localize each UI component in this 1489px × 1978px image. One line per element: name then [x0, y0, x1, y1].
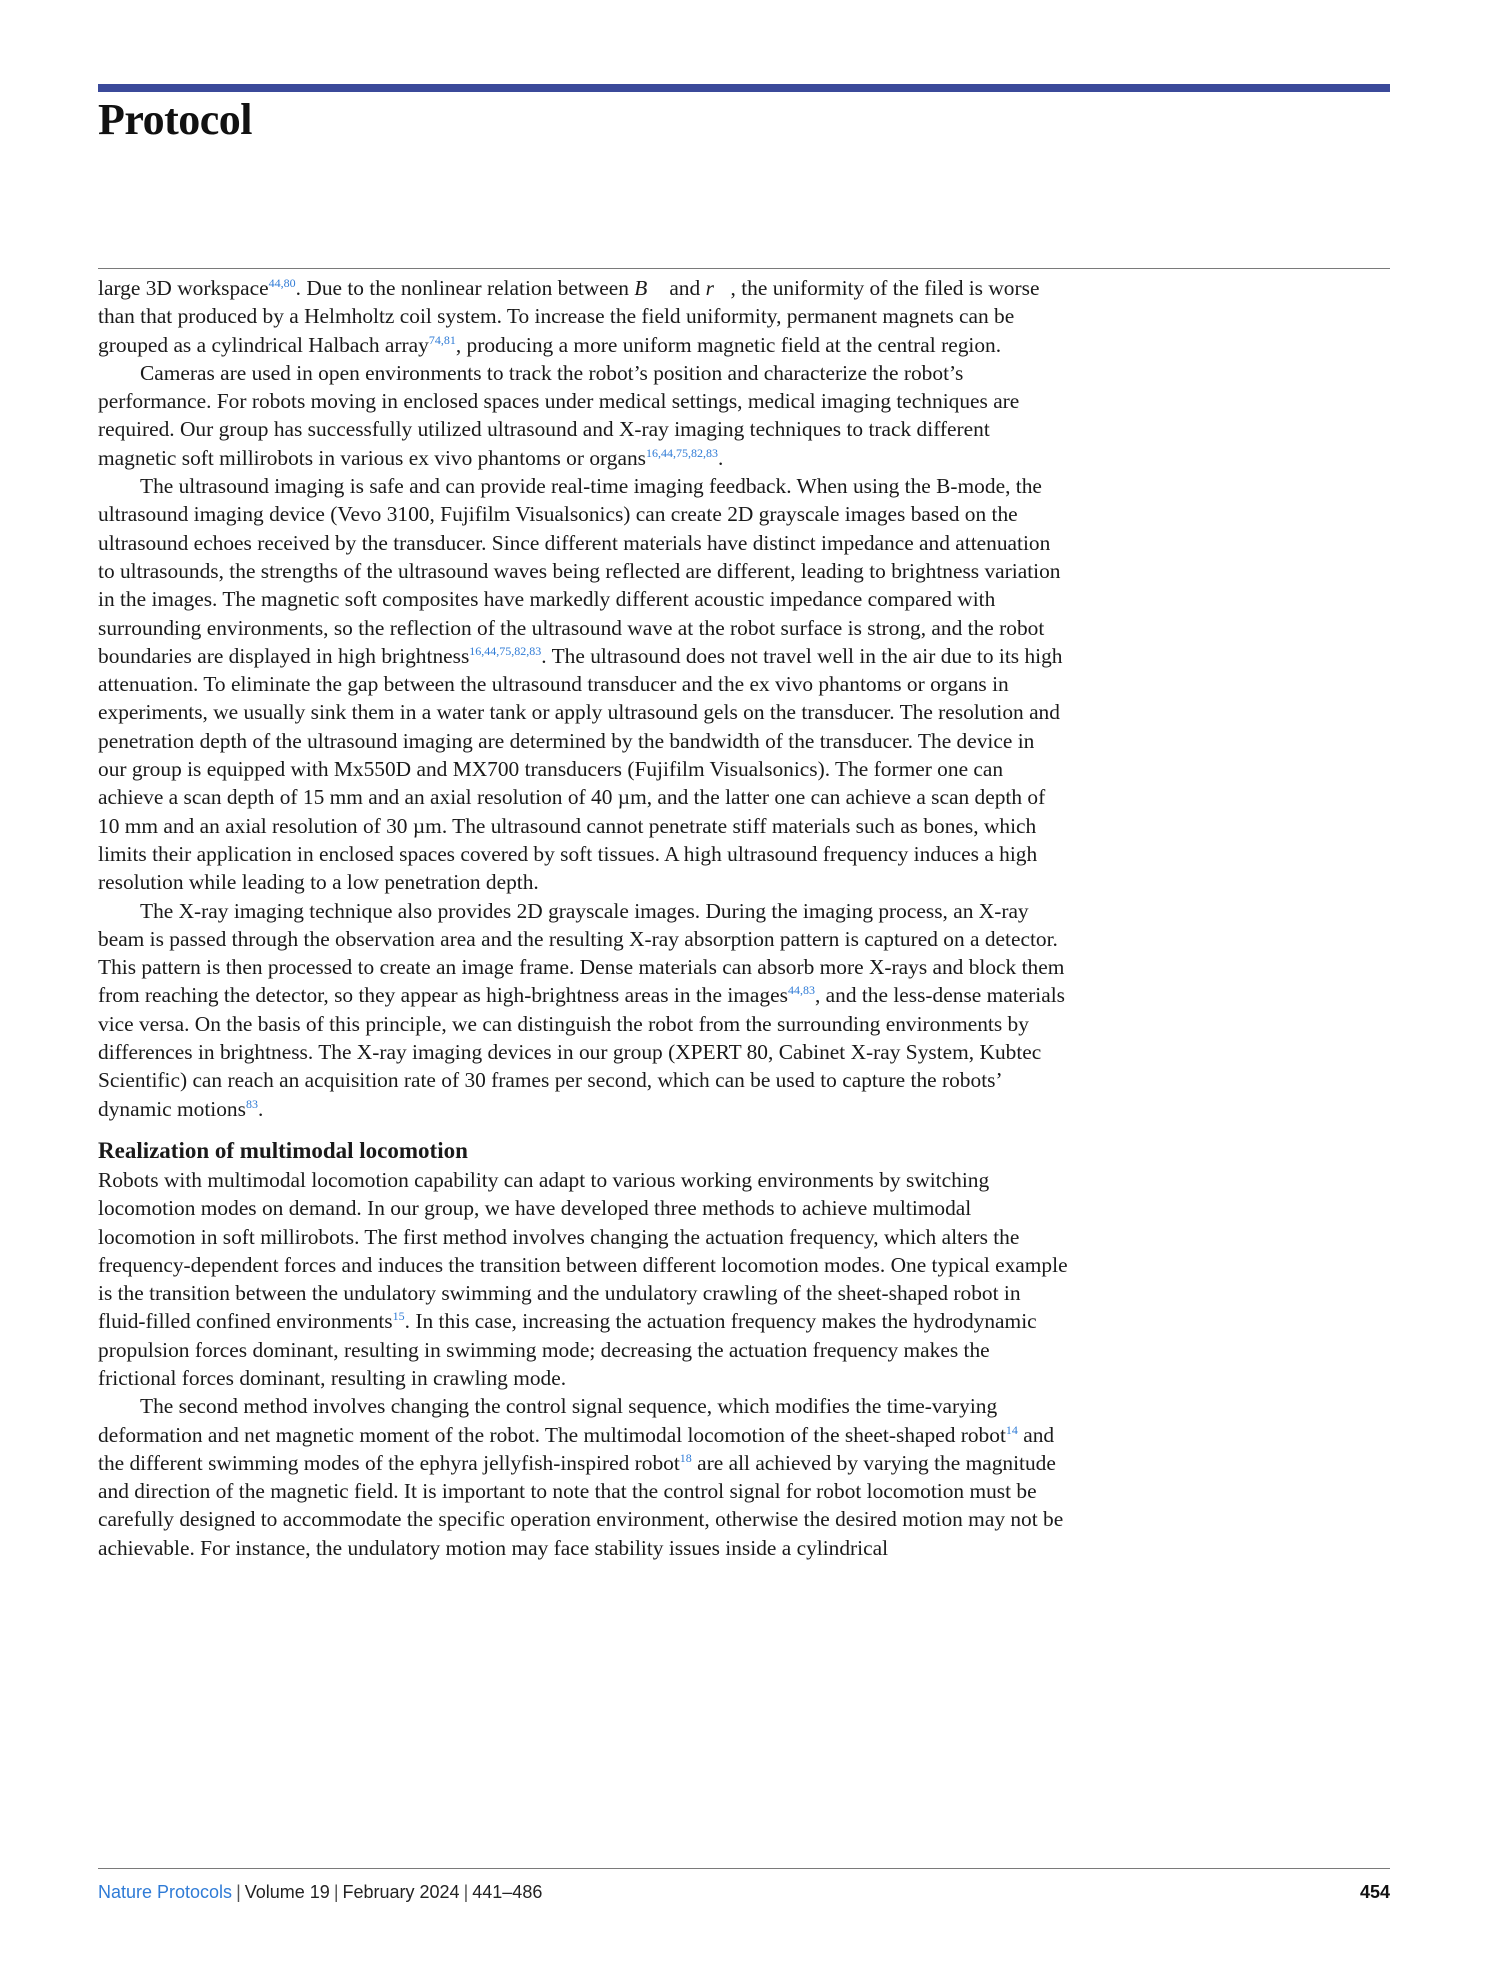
footer-separator: |: [236, 1882, 241, 1902]
page-number: 454: [1359, 1882, 1390, 1902]
volume-label: Volume 19: [244, 1882, 330, 1902]
citation-link[interactable]: 74,81: [428, 332, 456, 347]
citation-link[interactable]: 14: [1005, 1422, 1018, 1437]
citation-link[interactable]: 16,44,75,82,83: [469, 643, 542, 658]
article-body: [98, 274, 1068, 1562]
citation-link[interactable]: 83: [245, 1096, 258, 1111]
footer-divider: [98, 1868, 1390, 1869]
header-divider: [98, 268, 1390, 269]
page-range: 441–486: [472, 1882, 543, 1902]
paragraph-2: Cameras are used in open environments to track the robot’s position and characterize the robot’s performance. For robots moving in enclosed spaces under medical settings, medical imaging techniques are required. Our group has successfully utilized ultrasound and X-ray imaging techniques to track different magnetic soft millirobots in various ex vivo phantoms or organs$^{16,44,75,82,83}$.: [98, 360, 1020, 470]
citation-link[interactable]: 15: [392, 1309, 405, 1324]
paragraph-4: The X-ray imaging technique also provides 2D grayscale images. During the imaging process, an X-ray beam is passed through the observation area and the resulting X-ray absorption pattern is captured on a detector. This pattern is then processed to create an image frame. Dense materials can absorb more X-rays and block them from reaching the detector, so they appear as high-brightness areas in the images$^{44,83}$, and the less-dense materials vice versa. On the basis of this principle, we can distinguish the robot from the surrounding environments by differences in brightness. The X-ray imaging devices in our group (XPERT 80, Cabinet X-ray System, Kubtec Scientific) can reach an acquisition rate of 30 frames per second, which can be used to capture the robots’ dynamic motions$^{83}$.: [98, 898, 1066, 1121]
paragraph-5: Robots with multimodal locomotion capability can adapt to various working environments by switching locomotion modes on demand. In our group, we have developed three methods to achieve multimodal locomotion in soft millirobots. The first method involves changing the actuation frequency, which alters the frequency-dependent forces and induces the transition between different locomotion modes. One typical example is the transition between the undulatory swimming and the undulatory crawling of the sheet-shaped robot in fluid-filled confined environments$^{15}$. In this case, increasing the actuation frequency makes the hydrodynamic propulsion forces dominant, resulting in swimming mode; decreasing the actuation frequency makes the frictional forces dominant, resulting in crawling mode.: [98, 1167, 1068, 1390]
header-accent-bar: [98, 84, 1390, 92]
citation-link[interactable]: 44,80: [268, 275, 296, 290]
footer-separator: |: [333, 1882, 339, 1902]
paragraph-1: large 3D workspace$^{44,80}$. Due to the nonlinear relation between B⃗ and r⃗, the uniformity of the filed is worse than that produced by a Helmholtz coil system. To increase the field uniformity, permanent magnets can be grouped as a cylindrical Halbach array$^{74,81}$, producing a more uniform magnetic field at the central region.: [98, 275, 1040, 357]
vector-r-symbol: r⃗: [705, 276, 731, 300]
citation-link[interactable]: 44,83: [787, 983, 815, 998]
paragraph-6: The second method involves changing the control signal sequence, which modifies the time-varying deformation and net magnetic moment of the robot. The multimodal locomotion of the sheet-shaped robot$^{14}$ and the different swimming modes of the ephyra jellyfish-inspired robot$^{18}$ are all achieved by varying the magnitude and direction of the magnetic field. It is important to note that the control signal for robot locomotion must be carefully designed to accommodate the specific operation environment, otherwise the desired motion may not be achievable. For instance, the undulatory motion may face stability issues inside a cylindrical: [98, 1394, 1064, 1560]
paragraph-3: The ultrasound imaging is safe and can provide real-time imaging feedback. When using the B-mode, the ultrasound imaging device (Vevo 3100, Fujifilm Visualsonics) can create 2D grayscale images based on the ultrasound echoes received by the transducer. Since different materials have distinct impedance and attenuation to ultrasounds, the strengths of the ultrasound waves being reflected are different, leading to brightness variation in the images. The magnetic soft composites have markedly different acoustic impedance compared with surrounding environments, so the reflection of the ultrasound wave at the robot surface is strong, and the robot boundaries are displayed in high brightness$^{16,44,75,82,83}$. The ultrasound does not travel well in the air due to its high attenuation. To eliminate the gap between the ultrasound transducer and the ex vivo phantoms or organs in experiments, we usually sink them in a water tank or apply ultrasound gels on the transducer. The resolution and penetration depth of the ultrasound imaging are determined by the bandwidth of the transducer. The device in our group is equipped with Mx550D and MX700 transducers (Fujifilm Visualsonics). The former one can achieve a scan depth of 15 mm and an axial resolution of 40 µm, and the latter one can achieve a scan depth of 10 mm and an axial resolution of 30 µm. The ultrasound cannot penetrate stiff materials such as bones, which limits their application in enclosed spaces covered by soft tissues. A high ultrasound frequency induces a high resolution while leading to a low penetration depth.: [98, 474, 1063, 895]
citation-link[interactable]: 18: [679, 1450, 692, 1465]
vector-b-symbol: B⃗: [634, 276, 664, 300]
issue-date: February 2024: [342, 1882, 460, 1902]
citation-link[interactable]: 16,44,75,82,83: [645, 445, 718, 460]
footer-separator: |: [463, 1882, 469, 1902]
section-heading: Realization of multimodal locomotion: [98, 1137, 468, 1163]
page-title: Protocol: [98, 95, 253, 144]
page-footer: [98, 1882, 1390, 1903]
journal-name[interactable]: Nature Protocols: [98, 1882, 233, 1902]
